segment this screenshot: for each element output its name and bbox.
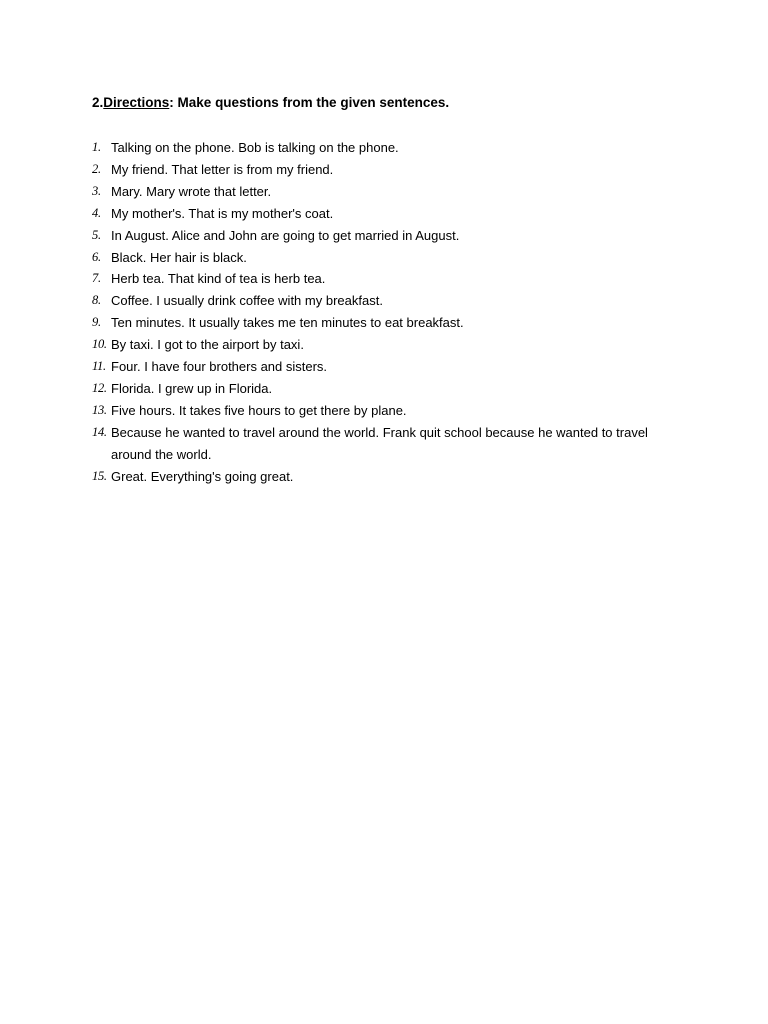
- list-item: [92, 466, 692, 488]
- heading-label: Directions: [103, 95, 170, 110]
- item-number: 9.: [92, 315, 101, 330]
- item-number: 6.: [92, 249, 101, 264]
- item-number: 3.: [92, 183, 101, 198]
- item-number: 1.: [92, 140, 101, 154]
- item-text: By taxi. I got to the airport by taxi.: [111, 337, 304, 353]
- list-item: [92, 334, 692, 356]
- list-item: [92, 137, 692, 159]
- list-item: [92, 181, 692, 203]
- item-text: Coffee. I usually drink coffee with my breakfast.: [111, 293, 383, 309]
- item-number: 2.: [92, 161, 101, 176]
- list-item: [92, 290, 692, 312]
- item-number: 12.: [92, 380, 107, 395]
- item-text: Ten minutes. It usually takes me ten minutes to eat breakfast.: [111, 315, 464, 331]
- item-number: 13.: [92, 402, 107, 417]
- list-item: [92, 225, 692, 247]
- item-text: Mary. Mary wrote that letter.: [111, 183, 272, 199]
- item-text: My mother's. That is my mother's coat.: [111, 205, 334, 221]
- heading-number: 2.: [92, 95, 104, 110]
- list-item: [92, 422, 692, 466]
- item-text: Florida. I grew up in Florida.: [111, 380, 273, 396]
- list-item: [92, 400, 692, 422]
- item-number: 8.: [92, 293, 101, 308]
- item-text: Five hours. It takes five hours to get there by plane.: [111, 402, 407, 418]
- list-item: [92, 312, 692, 334]
- list-item: [92, 356, 692, 378]
- list-item: [92, 268, 692, 290]
- directions-heading: [92, 94, 449, 112]
- item-text: My friend. That letter is from my friend.: [111, 161, 334, 177]
- item-number: 5.: [92, 227, 101, 242]
- item-number: 11.: [92, 359, 106, 374]
- list-item: [92, 159, 692, 181]
- item-text: Great. Everything's going great.: [111, 468, 294, 484]
- item-text: Herb tea. That kind of tea is herb tea.: [111, 271, 326, 287]
- list-item: [92, 203, 692, 225]
- item-text: In August. Alice and John are going to get married in August.: [111, 227, 460, 243]
- item-text: Black. Her hair is black.: [111, 249, 247, 265]
- item-text: Because he wanted to travel around the world. Frank quit school because he wanted to travel around the world.: [111, 424, 648, 462]
- item-text: Four. I have four brothers and sisters.: [111, 359, 328, 375]
- item-number: 15.: [92, 468, 107, 483]
- item-number: 4.: [92, 205, 101, 220]
- item-number: 14.: [92, 424, 107, 439]
- list-item: [92, 378, 692, 400]
- sentence-list: [92, 137, 692, 488]
- item-number: 10.: [92, 337, 107, 352]
- heading-rest: : Make questions from the given sentences.: [169, 95, 450, 110]
- list-item: [92, 247, 692, 269]
- item-text: Talking on the phone. Bob is talking on the phone.: [111, 140, 399, 155]
- item-number: 7.: [92, 271, 101, 286]
